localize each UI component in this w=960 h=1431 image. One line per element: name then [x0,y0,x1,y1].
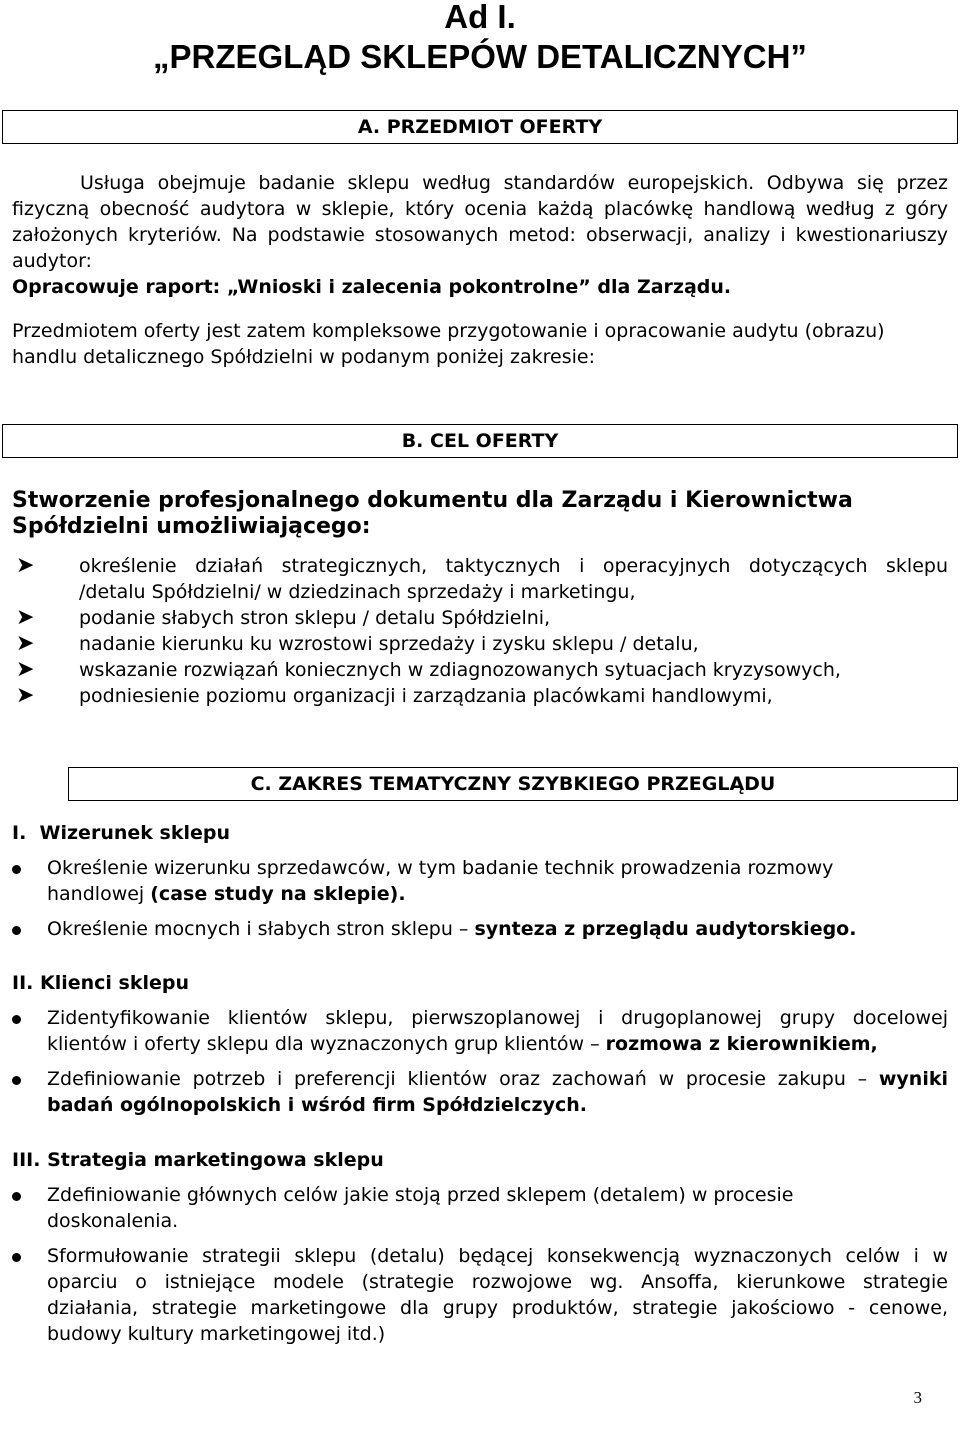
section-b-subheading-line2: Spółdzielni umożliwiającego: [12,514,371,539]
section-a-paragraph-1 [12,170,948,300]
page-number: 3 [913,1388,922,1407]
section-b-subheading-line1: Stworzenie profesjonalnego dokumentu dla Zarządu i Kierownictwa [12,488,853,513]
part-2-title: Klienci sklepu [39,972,190,994]
bullet-text: handlowej [47,883,151,905]
part-1-heading [12,820,230,846]
list-item [12,553,948,605]
part-3-bullet-1 [12,1182,948,1234]
part-1-title: Wizerunek sklepu [39,822,230,844]
bullet-dot-icon [12,865,21,874]
list-item [12,631,948,657]
list-item-text: podniesienie poziomu organizacji i zarządzania placówkami handlowymi, [79,685,773,707]
list-item-text: nadanie kierunku ku wzrostowi sprzedaży i zysku sklepu / detalu, [79,633,699,655]
part-2-heading [12,970,189,996]
bullet-dot-icon [12,1192,21,1201]
section-c-heading: C. ZAKRES TEMATYCZNY SZYBKIEGO PRZEGLĄDU [68,767,958,801]
p1-line-4: audytor: [12,250,92,272]
part-3-title: Strategia marketingowa sklepu [47,1149,384,1171]
bullet-text: Określenie wizerunku sprzedawców, w tym badanie technik prowadzenia rozmowy [47,857,834,879]
bullet-dot-icon [12,1015,21,1024]
list-item [12,657,948,683]
document-title-line2: „PRZEGLĄD SKLEPÓW DETALICZNYCH” [153,38,807,75]
arrow-bullet-icon: ➤ [16,605,35,630]
p1-line-1: Usługa obejmuje badanie sklepu według standardów europejskich. Odbywa się przez [80,172,948,194]
bullet-text: Określenie mocnych i słabych stron sklepu – [47,918,475,940]
bullet-text: Sformułowanie strategii sklepu (detalu) będącej konsekwencją wyznaczonych celów i w [47,1245,948,1267]
arrow-bullet-icon: ➤ [16,553,35,578]
part-2-number: II. [12,972,34,994]
part-3-heading [12,1147,384,1173]
bullet-text: klientów i oferty sklepu dla wyznaczonych grup klientów – [47,1033,606,1055]
bullet-text-bold: rozmowa z kierownikiem, [605,1033,878,1055]
bullet-text: Zdefiniowanie potrzeb i preferencji klientów oraz zachowań w procesie zakupu – [47,1068,879,1090]
list-item-text: /detalu Spółdzielni/ w dziedzinach sprzedaży i marketingu, [79,581,636,603]
p2-line-2: handlu detalicznego Spółdzielni w podanym poniżej zakresie: [12,346,595,368]
bullet-text-bold: badań ogólnopolskich i wśród firm Spółdzielczych. [47,1094,587,1116]
part-3-number: III. [12,1149,41,1171]
bullet-text-bold: synteza z przeglądu audytorskiego. [474,918,857,940]
p1-bold-line: Opracowuje raport: „Wnioski i zalecenia pokontrolne” dla Zarządu. [12,276,732,298]
part-2-bullet-1 [12,1005,948,1057]
bullet-dot-icon [12,926,21,935]
bullet-text: Zdefiniowanie głównych celów jakie stoją przed sklepem (detalem) w procesie [47,1184,794,1206]
arrow-bullet-icon: ➤ [16,631,35,656]
list-item-text: określenie działań strategicznych, taktycznych i operacyjnych dotyczących sklepu [79,555,948,577]
part-3-bullet-2 [12,1243,948,1347]
part-1-bullet-1 [12,855,948,907]
arrow-bullet-icon: ➤ [16,657,35,682]
list-item-text: podanie słabych stron sklepu / detalu Spółdzielni, [79,607,551,629]
part-1-number: I. [12,822,27,844]
bullet-text: doskonalenia. [47,1210,179,1232]
bullet-text: budowy kultury marketingowej itd.) [47,1323,386,1345]
bullet-text-bold: (case study na sklepie). [150,883,406,905]
list-item [12,605,948,631]
p1-line-3: założonych kryteriów. Na podstawie stosowanych metod: obserwacji, analizy i kwestionariuszy [12,224,948,246]
part-1-bullet-2 [12,916,948,942]
bullet-text-bold: wyniki [878,1068,948,1090]
goals-list [12,553,948,709]
section-b-heading: B. CEL OFERTY [2,424,958,458]
list-item-text: wskazanie rozwiązań koniecznych w zdiagnozowanych sytuacjach kryzysowych, [79,659,841,681]
arrow-bullet-icon: ➤ [16,683,35,708]
document-title-line1: Ad I. [444,0,516,35]
p1-line-2: fizyczną obecność audytora w sklepie, który ocenia każdą placówkę handlową według z góry [12,198,948,220]
p2-line-1: Przedmiotem oferty jest zatem kompleksowe przygotowanie i opracowanie audytu (obrazu) [12,320,885,342]
bullet-dot-icon [12,1253,21,1262]
list-item [12,683,948,709]
part-2-bullet-2 [12,1066,948,1118]
bullet-dot-icon [12,1076,21,1085]
bullet-text: działania, strategie marketingowe dla grupy produktów, strategie jakościowo - cenowe, [47,1297,948,1319]
section-a-heading: A. PRZEDMIOT OFERTY [2,110,958,144]
bullet-text: Zidentyfikowanie klientów sklepu, pierwszoplanowej i drugoplanowej grupy docelowej [47,1007,948,1029]
bullet-text: oparciu o istniejące modele (strategie rozwojowe wg. Ansoffa, kierunkowe strategie [47,1271,948,1293]
section-a-paragraph-2 [12,318,948,370]
